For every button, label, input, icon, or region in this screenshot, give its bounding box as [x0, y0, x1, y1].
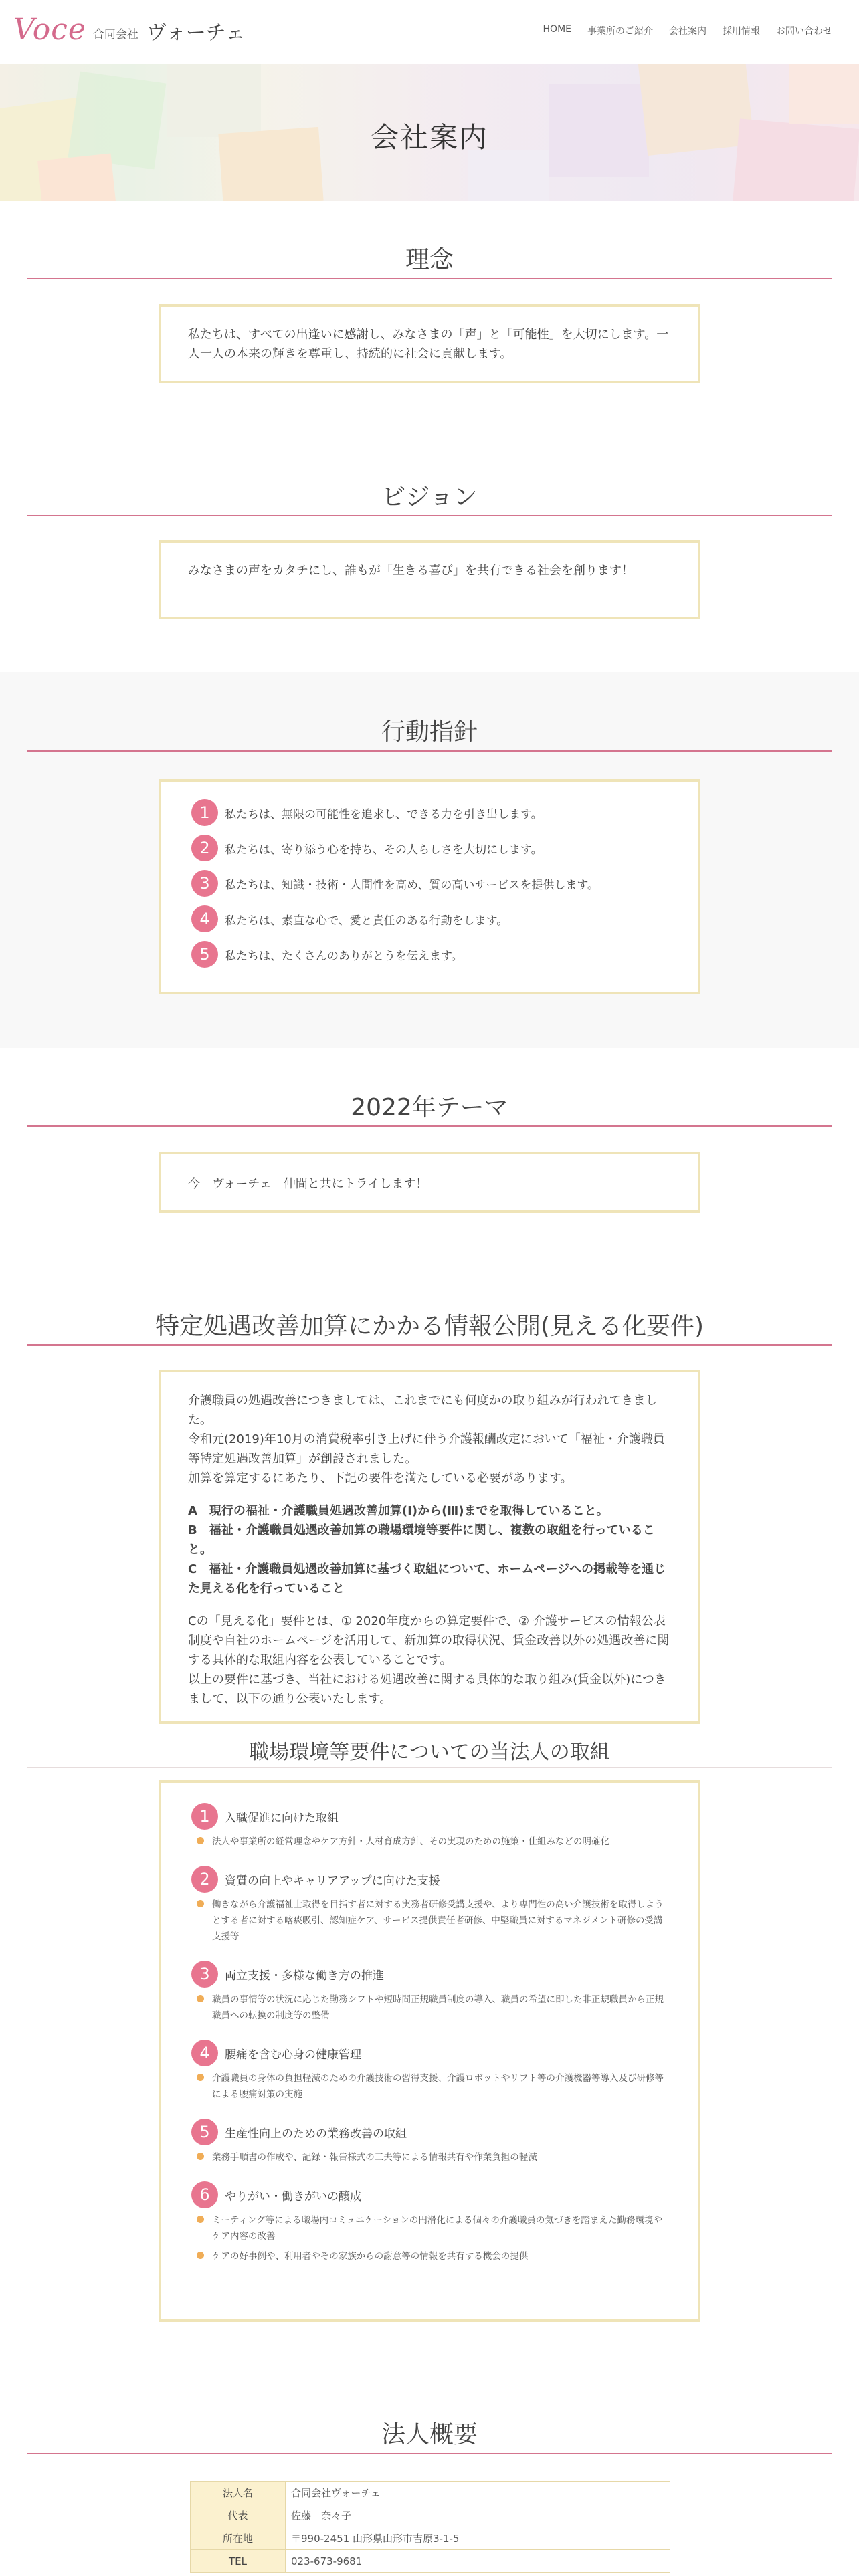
number-badge: 6	[191, 2181, 218, 2208]
vision-title: ビジョン	[381, 484, 478, 511]
logo-script: Voce	[13, 12, 86, 47]
logo[interactable]	[13, 9, 246, 49]
profile-key: 法人名	[191, 2482, 286, 2504]
bullet-icon	[197, 1900, 204, 1907]
disclosure-intro-1: 介護職員の処遇改善につきましては、これまでにも何度かの取り組みが行われてきました。	[188, 1394, 658, 1427]
efforts-box	[159, 1780, 700, 2322]
table-row	[191, 2482, 670, 2504]
section-divider	[27, 1767, 832, 1768]
list-item	[197, 2149, 671, 2165]
effort-heading: 生産性向上のための業務改善の取組	[225, 2127, 407, 2141]
list-item	[191, 835, 671, 861]
bullet-icon	[197, 1995, 204, 2002]
number-badge: 5	[191, 941, 218, 968]
profile-value: 〒990-2451 山形県山形市吉原3-1-5	[286, 2527, 670, 2550]
company-profile-table	[190, 2481, 670, 2573]
number-badge: 3	[191, 870, 218, 897]
list-item	[197, 1992, 671, 2024]
disclosure-outro-1: Cの「見える化」要件とは、① 2020年度からの算定要件で、② 介護サービスの情報公表制度や自社のホームページを活用して、新加算の取得状況、賃金改善以外の処遇改善に関する具体的な取組内容を公表していることです。	[188, 1614, 670, 1667]
number-badge: 3	[191, 1961, 218, 1988]
number-badge: 1	[191, 799, 218, 826]
profile-key: 所在地	[191, 2527, 286, 2550]
effort-item	[191, 1803, 671, 1850]
spacer	[188, 1488, 671, 1501]
nav-contact[interactable]: お問い合わせ	[776, 26, 832, 37]
spacer	[188, 1598, 671, 1612]
effort-item	[191, 2119, 671, 2165]
requirement-c: C 福祉・介護職員処遇改善加算に基づく取組について、ホームページへの掲載等を通じた見える化を行っていること	[188, 1562, 666, 1596]
logo-kind: 合同会社	[92, 27, 138, 41]
effort-heading: 資質の向上やキャリアアップに向けた支援	[225, 1874, 440, 1888]
table-row	[191, 2550, 670, 2573]
theme-box	[159, 1152, 700, 1213]
list-item	[191, 905, 671, 932]
disclosure-intro-2: 令和元(2019)年10月の消費税率引き上げに伴う介護報酬改定において「福祉・介護職員等特定処遇改善加算」が創設されました。	[188, 1432, 665, 1466]
profile-key: TEL	[191, 2550, 286, 2573]
philosophy-title: 理念	[405, 246, 454, 274]
efforts-title: 職場環境等要件についての当法人の取組	[249, 1741, 610, 1764]
effort-detail: 働きながら介護福祉士取得を目指す者に対する実務者研修受講支援や、より専門性の高い介護技術を取得しようとする者に対する喀痰吸引、認知症ケア、サービス提供責任者研修、中堅職員に対するマネジメント研修の受講支援等	[212, 1899, 664, 1942]
effort-item	[191, 2040, 671, 2103]
decor-block	[789, 64, 859, 124]
guidelines-box	[159, 779, 700, 994]
effort-heading: 両立支援・多様な働き方の推進	[225, 1969, 384, 1983]
requirement-a: A 現行の福祉・介護職員処遇改善加算(Ⅰ)から(Ⅲ)までを取得していること。	[188, 1504, 609, 1518]
effort-heading: 腰痛を含む心身の健康管理	[225, 2048, 361, 2062]
table-row	[191, 2504, 670, 2527]
profile-value: 佐藤 奈々子	[286, 2504, 670, 2527]
nav-company[interactable]: 会社案内	[669, 26, 706, 37]
requirement-b: B 福祉・介護職員処遇改善加算の職場環境等要件に関し、複数の取組を行っていること。	[188, 1523, 655, 1557]
profile-value: 合同会社ヴォーチェ	[286, 2482, 670, 2504]
decor-block	[37, 153, 116, 201]
guideline-text: 私たちは、寄り添う心を持ち、その人らしさを大切にします。	[225, 843, 543, 857]
vision-text: みなさまの声をカタチにし、誰もが「生きる喜び」を共有できる社会を創ります！	[188, 564, 634, 578]
number-badge: 2	[191, 1866, 218, 1893]
vision-box	[159, 540, 700, 619]
section-divider	[27, 515, 832, 516]
effort-detail: 介護職員の身体の負担軽減のための介護技術の習得支援、介護ロボットやリフト等の介護機器等導入及び研修等による腰痛対策の実施	[212, 2073, 664, 2100]
section-divider	[27, 750, 832, 752]
guideline-text: 私たちは、素直な心で、愛と責任のある行動をします。	[225, 914, 508, 928]
logo-name: ヴォーチェ	[146, 21, 246, 45]
table-row	[191, 2527, 670, 2550]
effort-detail: ミーティング等による職場内コミュニケーションの円滑化による個々の介護職員の気づきを踏まえた勤務環境やケア内容の改善	[212, 2215, 662, 2242]
effort-heading: やりがい・働きがいの醸成	[225, 2189, 361, 2204]
disclosure-title: 特定処遇改善加算にかかる情報公開(見える化要件)	[155, 1313, 704, 1340]
site-header	[0, 0, 859, 64]
list-item	[197, 2212, 671, 2244]
section-divider	[27, 278, 832, 279]
page-title: 会社案内	[370, 121, 488, 154]
effort-item	[191, 1866, 671, 1945]
guideline-text: 私たちは、無限の可能性を追求し、できる力を引き出します。	[225, 807, 543, 821]
global-nav	[543, 24, 832, 37]
number-badge: 2	[191, 835, 218, 861]
list-item	[191, 799, 671, 826]
section-divider	[27, 2453, 832, 2454]
theme-title: 2022年テーマ	[351, 1094, 508, 1121]
nav-recruit[interactable]: 採用情報	[723, 26, 760, 37]
bullet-icon	[197, 2216, 204, 2223]
disclosure-intro-3: 加算を算定するにあたり、下記の要件を満たしている必要があります。	[188, 1471, 573, 1485]
number-badge: 1	[191, 1803, 218, 1830]
hero-banner	[0, 64, 859, 201]
philosophy-box	[159, 304, 700, 383]
bullet-icon	[197, 2074, 204, 2081]
guideline-text: 私たちは、知識・技術・人間性を高め、質の高いサービスを提供します。	[225, 878, 599, 892]
guidelines-title: 行動指針	[381, 718, 478, 746]
section-divider	[27, 1344, 832, 1346]
effort-detail: ケアの好事例や、利用者やその家族からの謝意等の情報を共有する機会の提供	[212, 2251, 529, 2262]
guideline-text: 私たちは、たくさんのありがとうを伝えます。	[225, 949, 463, 963]
disclosure-box	[159, 1370, 700, 1724]
nav-facilities[interactable]: 事業所のご紹介	[587, 26, 653, 37]
bullet-icon	[197, 2252, 204, 2259]
profile-value: 023-673-9681	[286, 2550, 670, 2573]
list-item	[191, 941, 671, 968]
bullet-icon	[197, 2153, 204, 2160]
section-divider	[27, 1125, 832, 1127]
disclosure-outro-2: 以上の要件に基づき、当社における処遇改善に関する具体的な取り組み(賃金以外)につきまして、以下の通り公表いたします。	[188, 1673, 666, 1706]
effort-detail: 職員の事情等の状況に応じた勤務シフトや短時間正規職員制度の導入、職員の希望に即した非正規職員から正規職員への転換の制度等の整備	[212, 1994, 664, 2021]
number-badge: 4	[191, 2040, 218, 2066]
list-item	[197, 1897, 671, 1945]
effort-heading: 入職促進に向けた取組	[225, 1811, 339, 1825]
effort-detail: 法人や事業所の経営理念やケア方針・人材育成方針、その実現のための施策・仕組みなどの明確化	[212, 1836, 609, 1847]
list-item	[191, 870, 671, 897]
effort-item	[191, 2181, 671, 2264]
theme-text: 今 ヴォーチェ 仲間と共にトライします！	[188, 1177, 428, 1191]
effort-item	[191, 1961, 671, 2024]
list-item	[197, 2070, 671, 2103]
number-badge: 4	[191, 905, 218, 932]
number-badge: 5	[191, 2119, 218, 2145]
list-item	[197, 2248, 671, 2264]
philosophy-text: 私たちは、すべての出逢いに感謝し、みなさまの「声」と「可能性」を大切にします。一人一人の本来の輝きを尊重し、持続的に社会に貢献します。	[188, 328, 669, 361]
decor-block	[468, 150, 549, 201]
effort-detail: 業務手順書の作成や、記録・報告様式の工夫等による情報共有や作業負担の軽減	[212, 2152, 537, 2163]
profile-title: 法人概要	[381, 2421, 478, 2448]
list-item	[197, 1834, 671, 1850]
profile-key: 代表	[191, 2504, 286, 2527]
nav-home[interactable]: HOME	[543, 24, 571, 35]
bullet-icon	[197, 1837, 204, 1844]
